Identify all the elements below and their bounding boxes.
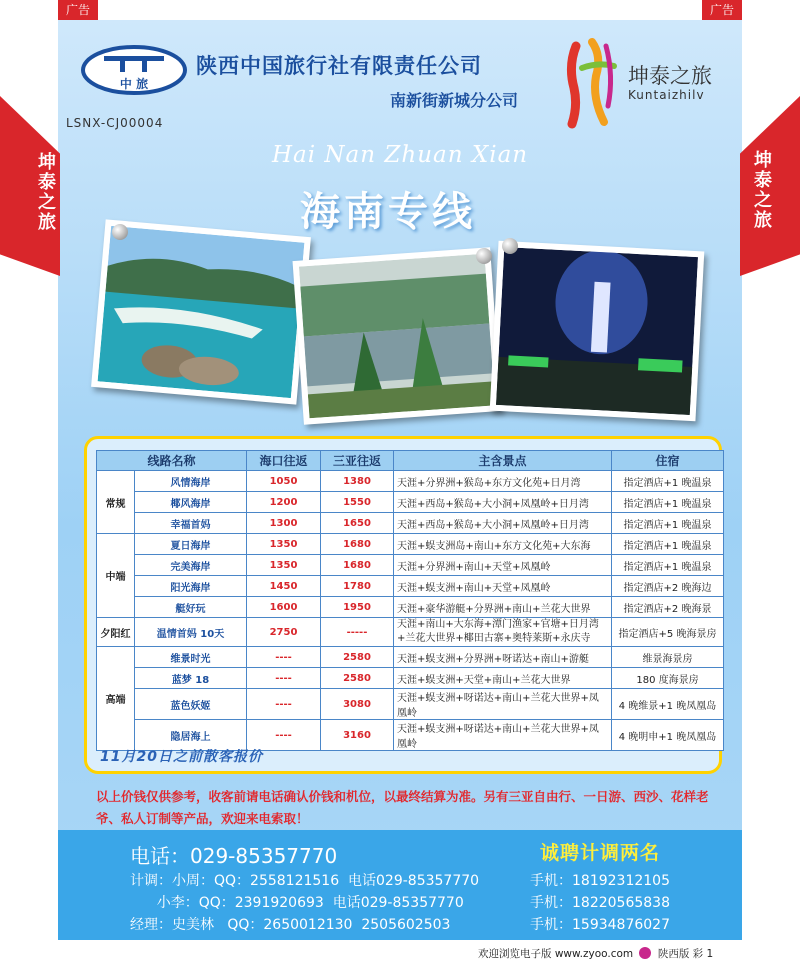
- title-pinyin: Hai Nan Zhuan Xian: [272, 142, 529, 168]
- spots: 天涯+蜈支洲+南山+天堂+凤凰岭: [394, 576, 612, 597]
- header-sanya: 三亚往返: [321, 451, 394, 471]
- header-haikou: 海口往返: [247, 451, 321, 471]
- hotel: 指定酒店+2 晚海景: [612, 597, 724, 618]
- haikou-price: 2750: [247, 618, 321, 647]
- rainforest-photo: [293, 247, 502, 424]
- spots: 天涯+蜈支洲+呀诺达+南山+兰花大世界+凤凰岭: [394, 720, 612, 751]
- route-name: 隐居海上: [135, 720, 247, 751]
- night-statue-photo: [490, 241, 705, 422]
- pushpin-icon: [502, 238, 518, 254]
- company-name: 陕西中国旅行社有限责任公司: [196, 53, 482, 78]
- mobile-number: 手机：18192312105: [530, 873, 670, 889]
- spots: 天涯+蜈支洲岛+南山+东方文化苑+大东海: [394, 534, 612, 555]
- table-row: [97, 618, 724, 647]
- ad-tag-left: 广告: [58, 0, 98, 20]
- ad-tag-right: 广告: [702, 0, 742, 20]
- brand-name: 坤泰之旅: [628, 64, 712, 88]
- route-name: 蓝色妖姬: [135, 689, 247, 720]
- sanya-price: 1680: [321, 555, 394, 576]
- haikou-price: 1350: [247, 555, 321, 576]
- sanya-price: -----: [321, 618, 394, 647]
- sanya-price: 2580: [321, 647, 394, 668]
- ribbon-left-text: 坤泰之旅: [35, 152, 56, 232]
- contact-row: 计调：小周：QQ：2558121516 电话029-85357770: [130, 873, 480, 889]
- sanya-price: 1950: [321, 597, 394, 618]
- hotel: 指定酒店+1 晚温泉: [612, 534, 724, 555]
- hotel: 指定酒店+5 晚海景房: [612, 618, 724, 647]
- table-row: [97, 492, 724, 513]
- category-cell: 高端: [97, 647, 135, 751]
- spots: 天涯+分界洲+南山+天堂+凤凰岭: [394, 555, 612, 576]
- pushpin-icon: [112, 224, 128, 240]
- page-footer: [478, 946, 713, 961]
- hotel: 180 度海景房: [612, 668, 724, 689]
- company-branch: 南新街新城分公司: [390, 91, 519, 110]
- brand-calligraphy-icon: [562, 36, 622, 130]
- spots: 天涯+分界洲+猴岛+东方文化苑+日月湾: [394, 471, 612, 492]
- sanya-price: 3160: [321, 720, 394, 751]
- haikou-price: 1450: [247, 576, 321, 597]
- category-cell: 夕阳红: [97, 618, 135, 647]
- haikou-price: ----: [247, 668, 321, 689]
- sanya-price: 1380: [321, 471, 394, 492]
- contact-row: 小李：QQ：2391920693 电话029-85357770: [130, 895, 464, 911]
- category-cell: 常规: [97, 471, 135, 534]
- route-name: 完美海岸: [135, 555, 247, 576]
- phone-number: 电话：029-85357770: [130, 844, 338, 868]
- table-row: [97, 513, 724, 534]
- spots: 天涯+西岛+猴岛+大小洞+凤凰岭+日月湾: [394, 492, 612, 513]
- route-name: 椰风海岸: [135, 492, 247, 513]
- table-row: [97, 555, 724, 576]
- table-row: [97, 597, 724, 618]
- table-row: [97, 647, 724, 668]
- haikou-price: ----: [247, 720, 321, 751]
- route-name: 温情首妈 10天: [135, 618, 247, 647]
- route-name: 夏日海岸: [135, 534, 247, 555]
- mobile-number: 手机：15934876027: [530, 917, 670, 933]
- table-row: [97, 576, 724, 597]
- logo-text: 中 旅: [119, 77, 149, 91]
- hotel: 指定酒店+1 晚温泉: [612, 492, 724, 513]
- hotel: 指定酒店+1 晚温泉: [612, 471, 724, 492]
- sanya-price: 1680: [321, 534, 394, 555]
- spots: 天涯+蜈支洲+天堂+南山+兰花大世界: [394, 668, 612, 689]
- table-row: [97, 668, 724, 689]
- hotel: 指定酒店+1 晚温泉: [612, 513, 724, 534]
- route-name: 阳光海岸: [135, 576, 247, 597]
- haikou-price: 1350: [247, 534, 321, 555]
- haikou-price: 1200: [247, 492, 321, 513]
- sanya-price: 1650: [321, 513, 394, 534]
- header-hotel: 住宿: [612, 451, 724, 471]
- footer-page: 彩 1: [692, 948, 714, 960]
- ribbon-right-text: 坤泰之旅: [751, 150, 772, 230]
- sanya-price: 1550: [321, 492, 394, 513]
- footer-text: 欢迎浏览电子版 www.zyoo.com: [478, 948, 634, 960]
- table-row: [97, 471, 724, 492]
- disclaimer-text: 以上价钱仅供参考，收客前请电话确认价钱和机位，以最终结算为准。另有三亚自由行、一日游、西沙、花样老爷、私人订制等产品，欢迎来电索取！: [96, 789, 709, 826]
- table-row: [97, 534, 724, 555]
- license-number: LSNX-CJ00004: [66, 116, 164, 130]
- hotel: 指定酒店+1 晚温泉: [612, 555, 724, 576]
- price-note: 11月20日之前散客报价: [100, 749, 263, 765]
- haikou-price: 1300: [247, 513, 321, 534]
- haikou-price: 1600: [247, 597, 321, 618]
- hotel: 4 晚明申+1 晚凤凰岛: [612, 720, 724, 751]
- hotel: 维景海景房: [612, 647, 724, 668]
- spots: 天涯+蜈支洲+呀诺达+南山+兰花大世界+凤凰岭: [394, 689, 612, 720]
- spots: 天涯+豪华游艇+分界洲+南山+兰花大世界: [394, 597, 612, 618]
- header-spots: 主含景点: [394, 451, 612, 471]
- sanya-price: 3080: [321, 689, 394, 720]
- brand-pinyin: Kuntaizhilv: [628, 88, 705, 102]
- contact-row: 经理：史美林 QQ：2650012130 2505602503: [130, 917, 451, 933]
- page-title: 海南专线: [300, 189, 476, 235]
- spots: 天涯+蜈支洲+分界洲+呀诺达+南山+游艇: [394, 647, 612, 668]
- dot-icon: [639, 947, 651, 959]
- company-logo: [80, 44, 188, 96]
- recruitment-notice: 诚聘计调两名: [540, 842, 661, 864]
- footer-section: 陕西版: [657, 948, 690, 960]
- header-route: 线路名称: [97, 451, 247, 471]
- category-cell: 中端: [97, 534, 135, 618]
- haikou-price: ----: [247, 647, 321, 668]
- hotel: 4 晚维景+1 晚凤凰岛: [612, 689, 724, 720]
- route-name: 蓝梦 18: [135, 668, 247, 689]
- haikou-price: ----: [247, 689, 321, 720]
- spots: 天涯+西岛+猴岛+大小洞+凤凰岭+日月湾: [394, 513, 612, 534]
- sanya-price: 2580: [321, 668, 394, 689]
- route-name: 幸福首妈: [135, 513, 247, 534]
- route-name: 风情海岸: [135, 471, 247, 492]
- spots: 天涯+南山+大东海+潭门渔家+官塘+日月湾+兰花大世界+椰田古寨+奥特莱斯+永庆寺: [394, 618, 612, 647]
- price-table: [96, 450, 724, 751]
- mobile-number: 手机：18220565838: [530, 895, 670, 911]
- route-name: 维景时光: [135, 647, 247, 668]
- route-name: 艇好玩: [135, 597, 247, 618]
- beach-photo: [91, 219, 311, 404]
- hotel: 指定酒店+2 晚海边: [612, 576, 724, 597]
- pushpin-icon: [476, 248, 492, 264]
- sanya-price: 1780: [321, 576, 394, 597]
- table-row: [97, 689, 724, 720]
- haikou-price: 1050: [247, 471, 321, 492]
- table-header-row: [97, 451, 724, 471]
